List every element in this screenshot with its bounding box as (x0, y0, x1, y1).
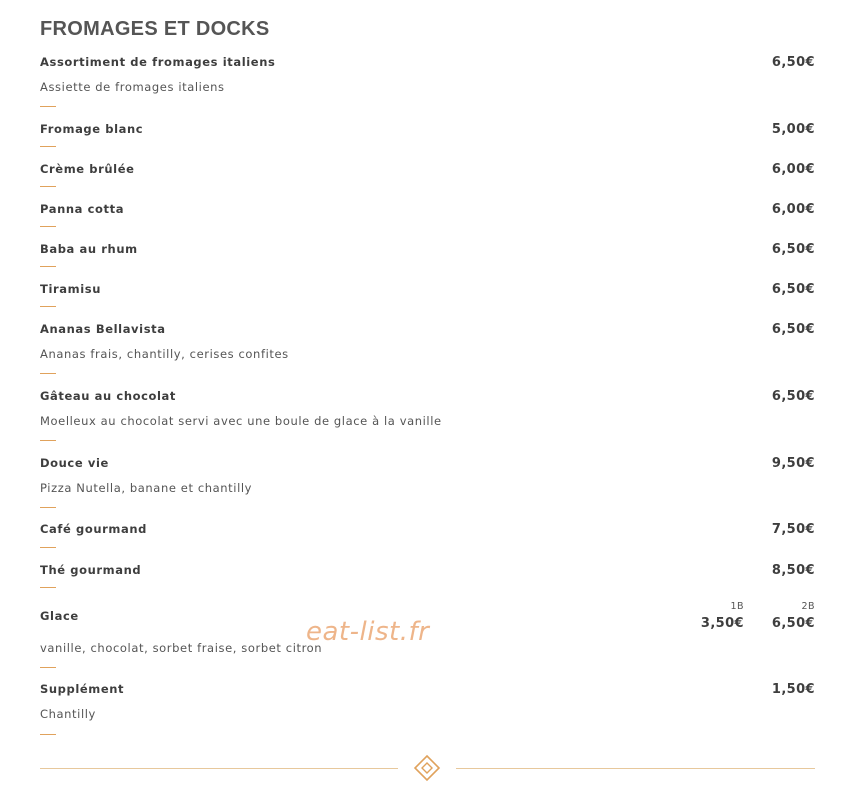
item-name: Baba au rhum (40, 242, 138, 256)
item-name: Panna cotta (40, 202, 125, 216)
menu-item (40, 202, 815, 232)
menu-item (40, 389, 815, 444)
separator-dash (40, 734, 56, 735)
size-label: 1B (730, 601, 744, 612)
item-price: 6,50€ (771, 242, 815, 257)
item-price: 7,50€ (771, 522, 815, 537)
separator-dash (40, 186, 56, 187)
item-price: 6,50€ (771, 322, 815, 337)
item-description: vanille, chocolat, sorbet fraise, sorbet citron (40, 641, 323, 655)
divider-line-left (40, 768, 398, 769)
separator-dash (40, 547, 56, 548)
item-price: 6,50€ (771, 389, 815, 404)
item-description: Pizza Nutella, banane et chantilly (40, 481, 253, 495)
menu-item (40, 282, 815, 312)
item-name: Crème brûlée (40, 162, 135, 176)
item-description: Assiette de fromages italiens (40, 80, 225, 94)
item-description: Chantilly (40, 707, 96, 721)
separator-dash (40, 667, 56, 668)
item-price: 1,50€ (771, 682, 815, 697)
separator-dash (40, 146, 56, 147)
item-name: Thé gourmand (40, 563, 142, 577)
separator-dash (40, 507, 56, 508)
item-name: Gâteau au chocolat (40, 389, 177, 403)
item-description: Ananas frais, chantilly, cerises confites (40, 347, 289, 361)
separator-dash (40, 106, 56, 107)
separator-dash (40, 373, 56, 374)
item-name: Supplément (40, 682, 125, 696)
menu-item (40, 122, 815, 152)
item-price: 6,50€ (771, 282, 815, 297)
separator-dash (40, 226, 56, 227)
item-name: Tiramisu (40, 282, 101, 296)
menu-item (40, 522, 815, 552)
size-price: 6,50€ (771, 616, 815, 631)
item-price: 6,00€ (771, 162, 815, 177)
menu-item (40, 162, 815, 192)
item-name: Fromage blanc (40, 122, 144, 136)
item-price: 5,00€ (771, 122, 815, 137)
separator-dash (40, 440, 56, 441)
item-price: 8,50€ (771, 563, 815, 578)
item-price: 6,50€ (771, 55, 815, 70)
item-name: Glace (40, 609, 79, 623)
watermark: eat-list.fr (306, 617, 430, 647)
size-price: 3,50€ (700, 616, 744, 631)
separator-dash (40, 306, 56, 307)
item-price: 6,00€ (771, 202, 815, 217)
menu-item (40, 456, 815, 511)
menu-item (40, 242, 815, 272)
size-label: 2B (801, 601, 815, 612)
item-description: Moelleux au chocolat servi avec une boule de glace à la vanille (40, 414, 442, 428)
diamond-ornament-icon (413, 754, 441, 782)
menu-item (40, 682, 815, 737)
menu-item (40, 322, 815, 377)
divider-line-right (456, 768, 815, 769)
item-name: Café gourmand (40, 522, 147, 536)
item-name: Ananas Bellavista (40, 322, 166, 336)
menu-item (40, 55, 815, 110)
separator-dash (40, 266, 56, 267)
section-title: FROMAGES ET DOCKS (40, 18, 270, 40)
menu-item (40, 563, 815, 593)
item-price: 9,50€ (771, 456, 815, 471)
item-name: Douce vie (40, 456, 109, 470)
separator-dash (40, 587, 56, 588)
item-name: Assortiment de fromages italiens (40, 55, 276, 69)
